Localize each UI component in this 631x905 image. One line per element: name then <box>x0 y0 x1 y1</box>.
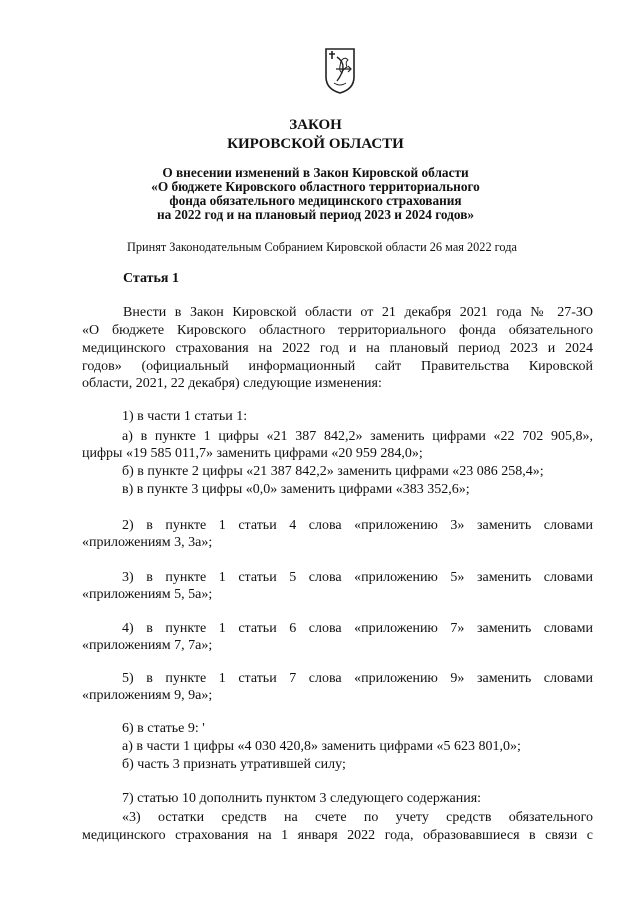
article-heading: Статья 1 <box>123 271 179 286</box>
intro-line: области, 2021, 22 декабря) следующие изменения: <box>82 376 382 391</box>
subtitle-line: О внесении изменений в Закон Кировской области <box>162 165 469 180</box>
item-6-a: а) в части 1 цифры «4 030 420,8» заменить цифрами «5 623 801,0»; <box>122 739 521 754</box>
subtitle-line: «О бюджете Кировского областного территориального <box>151 179 480 194</box>
item-1-a-cont: цифры «19 585 011,7» заменить цифрами «20 959 284,0»; <box>82 446 423 461</box>
intro-line: годов» (официальный информационный сайт Правительства Кировской <box>82 359 593 374</box>
item-4: 4) в пункте 1 статьи 6 слова «приложению 7» заменить словами <box>122 621 593 636</box>
region-title: КИРОВСКОЙ ОБЛАСТИ <box>227 136 404 152</box>
kirov-coat-of-arms-icon <box>324 47 356 95</box>
item-1-b: б) в пункте 2 цифры «21 387 842,2» заменить цифрами «23 086 258,4»; <box>122 464 544 479</box>
item-4-cont: «приложениям 7, 7а»; <box>82 638 213 653</box>
item-2-cont: «приложениям 3, 3а»; <box>82 535 213 550</box>
item-6-b: б) часть 3 признать утратившей силу; <box>122 757 346 772</box>
intro-line: Внести в Закон Кировской области от 21 декабря 2021 года № 27-ЗО <box>123 305 593 320</box>
item-7-line: медицинского страхования на 1 января 2022 года, образовавшиеся в связи с <box>82 828 593 843</box>
item-2: 2) в пункте 1 статьи 4 слова «приложению 3» заменить словами <box>122 518 593 533</box>
adoption-note: Принят Законодательным Собранием Кировской области 26 мая 2022 года <box>127 240 517 254</box>
law-title: ЗАКОН <box>289 117 342 133</box>
subtitle-line: фонда обязательного медицинского страхования <box>169 193 462 208</box>
item-3-cont: «приложениям 5, 5а»; <box>82 587 213 602</box>
item-5-cont: «приложениям 9, 9а»; <box>82 688 213 703</box>
item-5: 5) в пункте 1 статьи 7 слова «приложению 9» заменить словами <box>122 671 593 686</box>
intro-line: медицинского страхования на 2022 год и на плановый период 2023 и 2024 <box>82 341 593 356</box>
item-6-head: 6) в статье 9: ' <box>122 721 205 736</box>
item-1-c: в) в пункте 3 цифры «0,0» заменить цифрами «383 352,6»; <box>122 482 470 497</box>
item-1-head: 1) в части 1 статьи 1: <box>122 409 248 424</box>
item-7-line: «3) остатки средств на счете по учету средств обязательного <box>122 810 593 825</box>
item-3: 3) в пункте 1 статьи 5 слова «приложению 5» заменить словами <box>122 570 593 585</box>
intro-line: «О бюджете Кировского областного территориального фонда обязательного <box>82 323 593 338</box>
subtitle-line: на 2022 год и на плановый период 2023 и 2024 годов» <box>156 207 475 222</box>
item-7-head: 7) статью 10 дополнить пунктом 3 следующего содержания: <box>122 791 482 806</box>
item-1-a: а) в пункте 1 цифры «21 387 842,2» заменить цифрами «22 702 905,8», <box>122 429 593 444</box>
